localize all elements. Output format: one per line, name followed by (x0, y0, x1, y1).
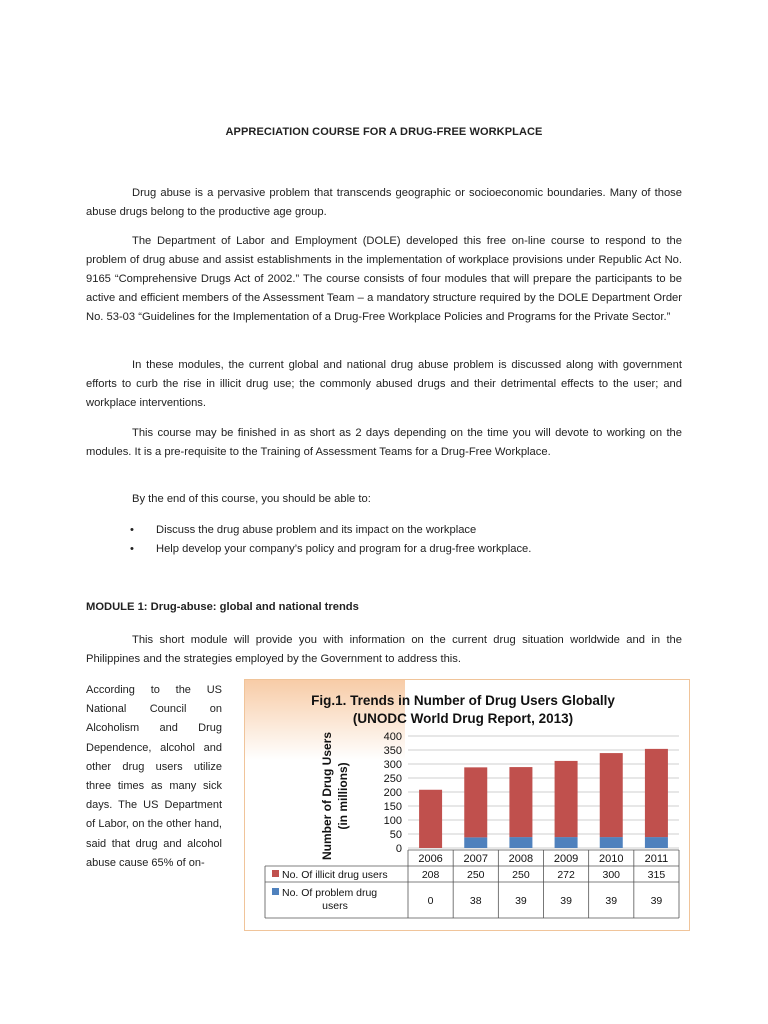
objectives-intro: By the end of this course, you should be able to: (132, 493, 371, 505)
data-label-problem: 38 (469, 895, 482, 907)
y-tick-label: 200 (383, 787, 402, 799)
data-label-illicit: 250 (466, 869, 485, 881)
bar-illicit-2009 (555, 761, 578, 837)
x-tick-label: 2011 (644, 853, 669, 865)
bar-illicit-2006 (419, 790, 442, 848)
y-tick-label: 150 (383, 801, 402, 813)
bar-problem-2007 (464, 837, 487, 848)
bullet-icon: • (130, 543, 134, 555)
data-label-illicit: 315 (647, 869, 666, 881)
bar-problem-2011 (645, 837, 668, 848)
y-axis-label: Number of Drug Users (320, 731, 334, 861)
objectives-list (130, 521, 690, 559)
x-tick-label: 2007 (463, 853, 488, 865)
data-label-illicit: 208 (421, 869, 440, 881)
bar-illicit-2008 (509, 767, 532, 837)
bar-problem-2009 (555, 837, 578, 848)
data-label-problem: 39 (650, 895, 663, 907)
data-label-illicit: 250 (512, 869, 530, 881)
x-tick-label: 2006 (418, 853, 443, 865)
bar-problem-2008 (509, 837, 532, 848)
bar-illicit-2010 (600, 753, 623, 837)
modules-paragraph: In these modules, the current global and national drug abuse problem is discussed along with government efforts to curb the rise in illicit drug use; the commonly abused drugs and their detrimental effects to the user; and workplace interventions. (86, 359, 682, 409)
duration-paragraph: This course may be finished in as short as 2 days depending on the time you will devote to working on the modules. It is a pre-requisite to the Training of Assessment Teams for a Drug-Free Workplace. (86, 427, 682, 458)
y-tick-label: 400 (383, 731, 402, 743)
y-tick-label: 0 (395, 843, 402, 855)
legend-label-problem-line2: users (322, 900, 348, 912)
chart-title: Fig.1. Trends in Number of Drug Users Globally (311, 693, 615, 708)
chart-subtitle: (UNODC World Drug Report, 2013) (352, 711, 574, 726)
y-tick-label: 50 (389, 829, 402, 841)
side-paragraph: According to the US National Council on Alcoholism and Drug Dependence, alcohol and other drug users utilize three times as many sick days. The US Department of Labor, on the other hand, said that drug and alcohol abuse cause 65% of on- (86, 684, 222, 869)
legend-label-problem-line1: No. Of problem drug (282, 887, 378, 899)
legend-key-illicit (272, 870, 279, 877)
bar-illicit-2011 (645, 749, 668, 837)
bar-problem-2010 (600, 837, 623, 848)
y-tick-label: 300 (383, 759, 402, 771)
intro-paragraph: Drug abuse is a pervasive problem that transcends geographic or socioeconomic boundaries. Many of those abuse drugs belong to the productive age group. (86, 187, 682, 218)
bar-illicit-2007 (464, 767, 487, 837)
y-tick-label: 350 (383, 745, 402, 757)
data-label-illicit: 272 (557, 869, 575, 881)
y-axis-label-units: (in millions) (336, 762, 350, 830)
data-label-problem: 0 (427, 895, 434, 907)
module-paragraph: This short module will provide you with information on the current drug situation worldwide and in the Philippines and the strategies employed by the Government to address this. (86, 634, 682, 665)
dole-paragraph: The Department of Labor and Employment (DOLE) developed this free on-line course to respond to the problem of drug abuse and assist establishments in the implementation of workplace provisions under Republic Act No. 9165 “Comprehensive Drugs Act of 2002.” The course consists of four modules that will prepare the participants to be active and efficient members of the Assessment Team – a mandatory structure required by the DOLE Department Order No. 53-03 “Guidelines for the Implementation of a Drug-Free Workplace Policies and Programs for the Private Sector.” (86, 235, 682, 323)
legend-label-illicit: No. Of illicit drug users (282, 869, 388, 881)
x-tick-label: 2010 (599, 853, 624, 865)
data-label-problem: 39 (605, 895, 618, 907)
chart-svg (245, 680, 689, 930)
data-label-problem: 39 (560, 895, 572, 907)
y-tick-label: 100 (383, 815, 402, 827)
x-tick-label: 2008 (508, 853, 534, 865)
legend-key-problem (272, 888, 279, 895)
bullet-icon: • (130, 524, 134, 536)
data-label-problem: 39 (515, 895, 527, 907)
data-label-illicit: 300 (602, 869, 621, 881)
module-heading: MODULE 1: Drug-abuse: global and national trends (86, 601, 359, 613)
list-item: • Help develop your company’s policy and program for a drug-free workplace. (130, 540, 690, 559)
y-tick-label: 250 (383, 773, 402, 785)
x-tick-label: 2009 (553, 853, 579, 865)
list-item: • Discuss the drug abuse problem and its impact on the workplace (130, 521, 690, 540)
chart-figure (244, 679, 690, 931)
document-title: APPRECIATION COURSE FOR A DRUG-FREE WORKPLACE (225, 126, 543, 138)
